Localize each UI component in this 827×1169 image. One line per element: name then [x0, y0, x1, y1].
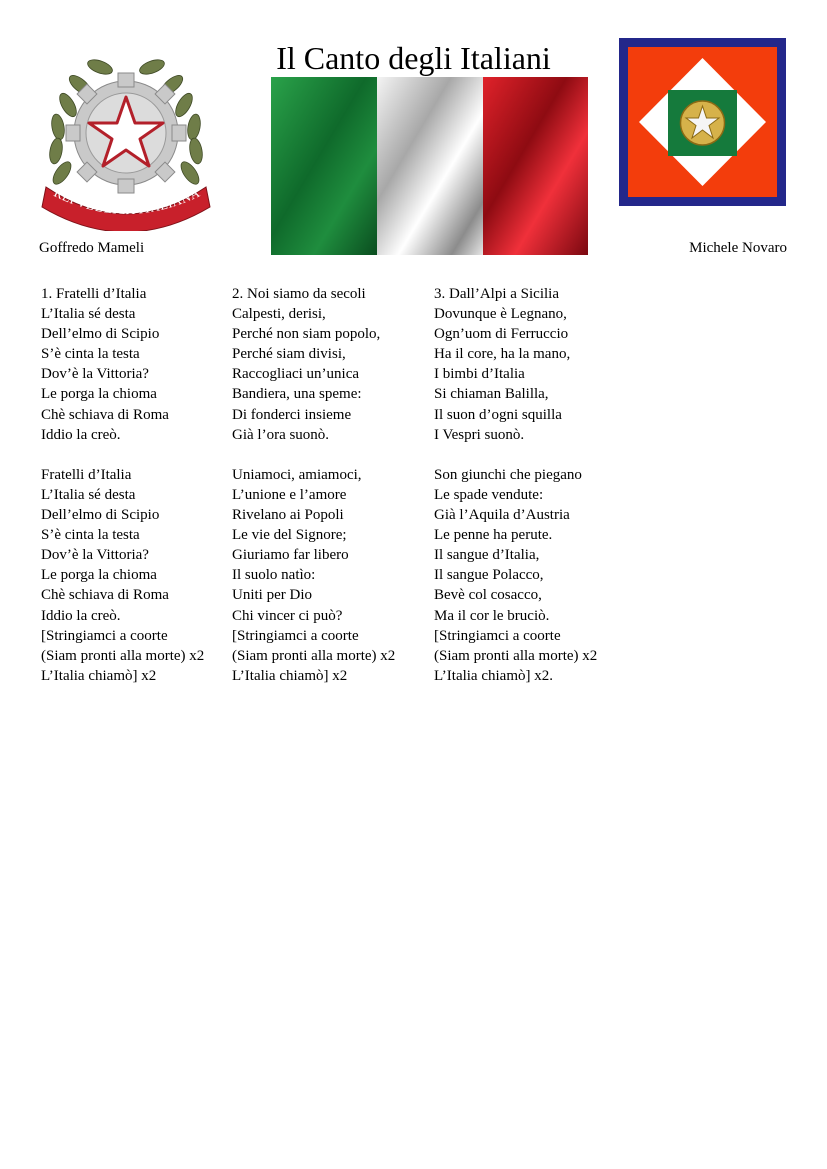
verse-line: Le porga la chioma	[41, 386, 157, 403]
verse-line: Già l’ora suonò.	[232, 426, 330, 443]
verse-line: Chè schiava di Roma	[41, 406, 169, 423]
refrain-line: Ma il cor le bruciò.	[434, 607, 550, 624]
composer-name: Michele Novaro	[689, 240, 787, 256]
verse-line: Di fonderci insieme	[232, 406, 352, 423]
refrain-line: Chè schiava di Roma	[41, 587, 169, 604]
refrain-line: Uniti per Dio	[232, 587, 312, 604]
refrain-line: Le porga la chioma	[41, 567, 157, 584]
refrain-line: Bevè col cosacco,	[434, 587, 542, 604]
verse-line: 3. Dall’Alpi a Sicilia	[434, 286, 559, 302]
refrain-line: Dell’elmo di Scipio	[41, 507, 160, 524]
refrain-line: Uniamoci, amiamoci,	[232, 466, 362, 483]
refrain-line: Son giunchi che piegano	[434, 466, 582, 483]
stanza-gap	[41, 445, 204, 465]
refrain-line: Il sangue Polacco,	[434, 567, 544, 584]
verse-line: Iddio la creò.	[41, 426, 121, 443]
verse-line: Il suon d’ogni squilla	[434, 406, 562, 423]
stanza-gap	[434, 445, 597, 465]
refrain-line: Il sangue d’Italia,	[434, 547, 540, 564]
refrain-line: Fratelli d’Italia	[41, 466, 132, 483]
page-title: Il Canto degli Italiani	[276, 40, 551, 76]
verse-line: Si chiaman Balilla,	[434, 386, 549, 403]
emblem-ribbon-text: REPVBBLICA ITALIANA	[51, 184, 203, 218]
refrain-line: (Siam pronti alla morte) x2	[41, 647, 205, 664]
refrain-line: L’Italia sé desta	[41, 486, 136, 503]
verse-line: 2. Noi siamo da secoli	[232, 286, 366, 302]
verse-line: 1. Fratelli d’Italia	[41, 286, 147, 302]
refrain-line: [Stringiamci a coorte	[41, 627, 168, 644]
verse-line: S’è cinta la testa	[41, 346, 140, 363]
verse-line: Raccogliaci un’unica	[232, 366, 360, 383]
verse-line: Ha il core, ha la mano,	[434, 346, 571, 363]
refrain-line: Chi vincer ci può?	[232, 607, 343, 624]
refrain-line: Iddio la creò.	[41, 607, 121, 624]
verse-line: Dovunque è Legnano,	[434, 306, 567, 323]
refrain-line: L’Italia chiamò] x2	[232, 667, 348, 684]
refrain-line: Le penne ha perute.	[434, 527, 553, 544]
refrain-line: L’Italia chiamò] x2.	[434, 667, 553, 684]
emblem-of-italy-icon	[40, 45, 212, 231]
verse-line: Bandiera, una speme:	[232, 386, 362, 403]
refrain-line: Già l’Aquila d’Austria	[434, 507, 570, 524]
verse-line: Ogn’uom di Ferruccio	[434, 326, 569, 343]
verse-line: Calpesti, derisi,	[232, 306, 326, 323]
refrain-line: Le vie del Signore;	[232, 527, 347, 544]
refrain-line: Il suolo natìo:	[232, 567, 316, 584]
lyricist-name: Goffredo Mameli	[39, 240, 145, 256]
refrain-line: (Siam pronti alla morte) x2	[232, 647, 396, 664]
verse-line: Dov’è la Vittoria?	[41, 366, 149, 383]
presidential-standard-icon	[619, 38, 786, 206]
verse-line: I Vespri suonò.	[434, 426, 525, 443]
refrain-line: [Stringiamci a coorte	[232, 627, 359, 644]
verse-line: L’Italia sé desta	[41, 306, 136, 323]
refrain-line: S’è cinta la testa	[41, 527, 140, 544]
verse-line: I bimbi d’Italia	[434, 366, 525, 383]
refrain-line: Rivelano ai Popoli	[232, 507, 344, 524]
refrain-line: Dov’è la Vittoria?	[41, 547, 149, 564]
verse-line: Perché non siam popolo,	[232, 326, 381, 343]
refrain-line: Le spade vendute:	[434, 486, 544, 503]
verse-line: Dell’elmo di Scipio	[41, 326, 160, 343]
refrain-line: L’unione e l’amore	[232, 486, 347, 503]
refrain-line: [Stringiamci a coorte	[434, 627, 561, 644]
stanza-gap	[232, 445, 395, 465]
lyrics-column-1	[41, 284, 204, 686]
verse-line: Perché siam divisi,	[232, 346, 346, 363]
refrain-line: L’Italia chiamò] x2	[41, 667, 157, 684]
refrain-line: (Siam pronti alla morte) x2	[434, 647, 598, 664]
lyrics-column-2	[232, 284, 395, 686]
refrain-line: Giuriamo far libero	[232, 547, 349, 564]
italian-flag-icon	[271, 77, 588, 255]
lyrics-column-3	[434, 284, 597, 686]
